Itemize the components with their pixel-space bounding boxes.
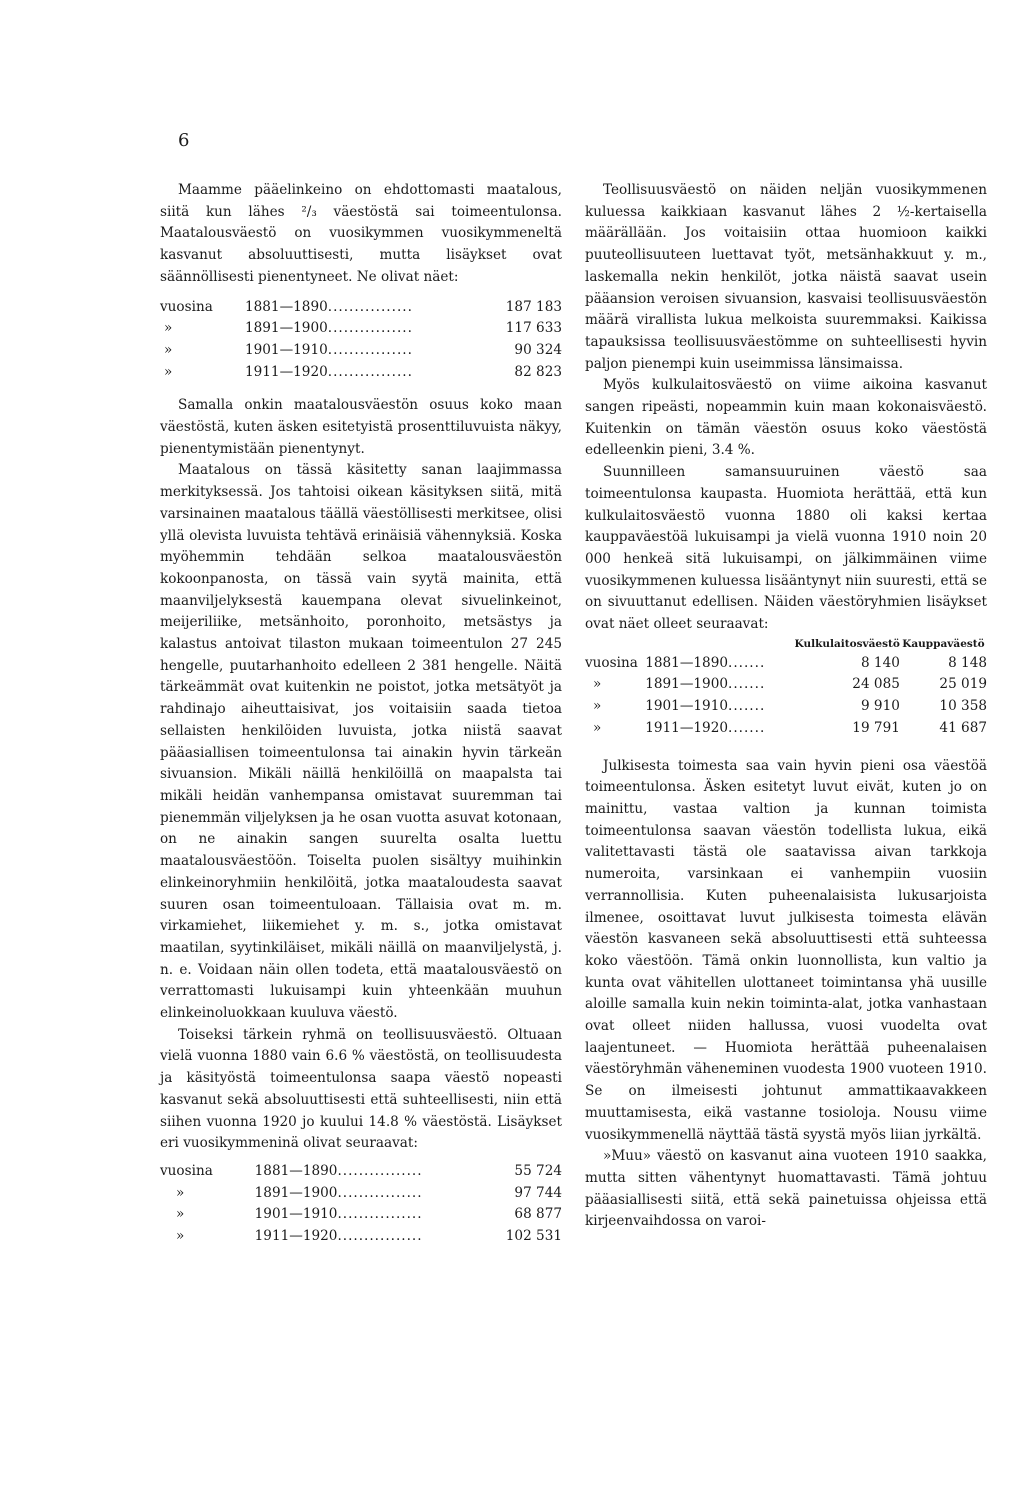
paragraph: »Muu» väestö on kasvanut aina vuoteen 1910 saakka, mutta sitten vähentynyt huomattavasti. Tämä johtuu pääasiallisesti siitä, että sekä painetuissa ohjeissa että kirjeenvaihdossa on varoi- [585, 1148, 987, 1230]
table-row [585, 696, 987, 718]
table-row [585, 653, 987, 675]
page-number: 6 [178, 130, 190, 151]
column-header: Kulkulaitosväestö [794, 637, 900, 650]
paragraph: Maatalous on tässä käsitetty sanan laajimmassa merkityksessä. Jos tahtoisi oikean käsityksen siitä, mitä varsinainen maatalous täällä väestöllisesti merkitsee, olisi yllä olevista luvuista tehtävä erinäisiä vähennyksiä. Koska myöhemmin tehdään selkoa maatalousväestön kokoonpanosta, on tässä vain syytä mainita, että maanviljelyksestä kauempana olevat sivuelinkeinot, meijeriliike, metsänhoito, poronhoito, metsästys ja kalastus antoivat tilaston mukaan toimeentulon 27 245 hengelle, puutarhanhoito edelleen 2 381 hengelle. Näitä tärkeämmät ovat kuitenkin ne poistot, jotka metsätyöt ja rahdinajo aiheuttaisivat, jos voitaisiin saada tietoa sellaisten henkilöiden luvuista, jotka niistä saavat pääasiallisen toimeentulonsa tai ainakin hyvin tärkeän sivuansion. Mikäli näillä henkilöillä on maapalsta tai mikäli heidän vanhempansa omistavat suuremman tai pienemmän viljelyksen ja he osan vuotta asuvat kotonaan, on ne ainakin sangen suurelta osalta luettu maatalousväestöön. Toiselta puolen sisältyy muihinkin elinkeinoryhmiin henkilöitä, jotka maataloudesta saavat suuren osan toimeentuloaan. Tällaisia ovat m. m. virkamiehet, liikemiehet y. m. s., jotka omistavat maatilan, syytinkiläiset, mikäli näillä on maanviljelystä, j. n. e. Voidaan näin ollen todeta, että maatalousväestö on verrattomasti lukuisampi kuin yhteenkään muuhun elinkeinoluokkaan kuuluva väestö. [160, 462, 562, 1022]
row-range: 1901—1910....... [645, 698, 766, 715]
agricultural-growth-table [160, 297, 562, 384]
table-row [160, 318, 562, 340]
table-row [160, 362, 562, 384]
transport-trade-table [585, 638, 987, 740]
row-range: 1881—1890....... [645, 654, 766, 671]
row-range: 1891—1900................ [254, 1184, 423, 1201]
row-value: 187 183 [505, 298, 562, 315]
row-range: 1911—1920................ [254, 1228, 423, 1245]
row-value: 25 019 [939, 676, 987, 693]
row-value: 9 910 [860, 698, 900, 715]
row-value: 117 633 [505, 320, 562, 337]
row-value: 82 823 [514, 363, 562, 380]
row-value: 8 140 [860, 654, 900, 671]
paragraph: Julkisesta toimesta saa vain hyvin pieni osa väestöä toimeentulonsa. Äsken esitetyt luvut eivät, kuten jo on mainittu, vastaa valtion ja kunnan toimista toimeentulonsa saavan väestön todellista lukua, eikä valitettavasti tästä ole saatavissa aivan tarkkoja numeroita, varsinkaan ei vanhempiin vuosiin verrannollisia. Kuten puheenalaisista lukusarjoista ilmenee, osoittavat luvut julkisesta toimesta elävän väestön kasvaneen sekä absoluuttisesti että suhteessa koko väestöön. Tämä onkin luonnollista, kun valtio ja kunta ovat vähitellen ulottaneet toimintansa yhä uusille aloille samalla kuin nekin toiminta-alat, jotka vanhastaan ovat olleet niiden hallussa, vuosi vuodelta ovat laajentuneet. — Huomiota herättää puheenalaisen väestöryhmän väheneminen vuodesta 1900 vuoteen 1910. Se on ilmeisesti johtunut ammattikaavakkeen muuttamisesta, eikä vastanne tosioloja. Nousu viime vuosikymmenellä näyttää tästä syystä myös liian jyrkältä. [585, 757, 987, 1143]
row-value: 8 148 [948, 654, 987, 671]
row-label: vuosina [160, 1162, 213, 1179]
paragraph: Teollisuusväestö on näiden neljän vuosikymmenen kuluessa kaikkiaan kasvanut lähes 2 ½-kertaisella määrällään. Jos voitaisiin ottaa huomioon kaikki puuteollisuuteen luettavat työt, metsänhakkuut y. m., laskemalla nekin henkilöt, jotka näistä saavat usein pääansion veroisen sivuansion, kasvaisi teollisuusväestön määrä virallista lukua melkoista suuremmaksi. Kaikissa tapauksissa teollisuusväestömme on suhteellisesti hyvin paljon pienempi kuin useimmissa länsimaissa. [585, 182, 987, 372]
table-row [160, 1161, 562, 1183]
row-range: 1881—1890................ [254, 1162, 423, 1179]
left-column [160, 180, 562, 1254]
row-range: 1911—1920................ [244, 363, 413, 380]
row-range: 1891—1900................ [244, 320, 413, 337]
paragraph: Maamme pääelinkeino on ehdottomasti maatalous, siitä kun lähes ²/₃ väestöstä sai toimeentulonsa. Maatalousväestö on vuosikymmen vuosikymmeneltä kasvanut absoluuttisesti, mutta lisäykset ovat säännöllisesti pienentyneet. Ne olivat näet: [160, 182, 562, 285]
paragraph: Toiseksi tärkein ryhmä on teollisuusväestö. Oltuaan vielä vuonna 1880 vain 6.6 % väestöstä, on teollisuudesta ja käsityöstä toimeentulonsa saapa väestö nopeasti kasvanut sekä absoluuttisesti että suhteellisesti, niin että siihen vuonna 1920 jo kuului 14.8 % väestöstä. Lisäykset eri vuosikymmeninä olivat seuraavat: [160, 1026, 562, 1152]
row-value: 68 877 [514, 1206, 562, 1223]
table-row [160, 340, 562, 362]
row-label: » [593, 676, 602, 693]
row-label: » [593, 698, 602, 715]
table-row [585, 674, 987, 696]
row-value: 102 531 [505, 1228, 562, 1245]
row-range: 1911—1920....... [645, 719, 766, 736]
row-range: 1891—1900....... [645, 676, 766, 693]
row-label: » [176, 1206, 185, 1223]
paragraph: Suunnilleen samansuuruinen väestö saa toimeentulonsa kaupasta. Huomiota herättää, että kun kulkulaitosväestö vuonna 1880 oli kaksi kertaa kauppaväestöä lukuisampi ja vielä vuonna 1910 noin 20 000 henkeä sitä lukuisampi, on jälkimmäinen viime vuosikymmenen kuluessa lisääntynyt niin suuresti, että se on sivuuttanut edellisen. Näiden väestöryhmien lisäykset ovat näet olleet seuraavat: [585, 464, 987, 633]
table-header-row [585, 638, 987, 653]
row-range: 1901—1910................ [254, 1206, 423, 1223]
right-column [585, 180, 987, 1233]
row-value: 10 358 [939, 698, 987, 715]
row-range: 1881—1890................ [244, 298, 413, 315]
industrial-growth-table [160, 1161, 562, 1248]
row-value: 19 791 [852, 719, 900, 736]
row-value: 90 324 [514, 341, 562, 358]
row-value: 41 687 [939, 719, 987, 736]
table-row [160, 297, 562, 319]
row-range: 1901—1910................ [244, 341, 413, 358]
row-label: » [176, 1184, 185, 1201]
table-row [585, 718, 987, 740]
row-label: » [164, 320, 173, 337]
table-row [160, 1204, 562, 1226]
row-label: » [593, 719, 602, 736]
paragraph: Myös kulkulaitosväestö on viime aikoina kasvanut sangen ripeästi, nopeammin kuin maan kokonaisväestö. Kuitenkin on tämän väestön osuus koko väestöstä edelleenkin pieni, 3.4 %. [585, 377, 987, 459]
row-label: » [164, 341, 173, 358]
row-label: » [164, 363, 173, 380]
column-header: Kauppaväestö [902, 637, 985, 650]
paragraph: Samalla onkin maatalousväestön osuus koko maan väestöstä, kuten äsken esitetyistä prosenttiluvuista näkyy, pienentymistään pienentynyt. [160, 397, 562, 457]
row-label: vuosina [585, 654, 638, 671]
row-value: 97 744 [514, 1184, 562, 1201]
row-value: 24 085 [852, 676, 900, 693]
row-label: » [176, 1228, 185, 1245]
table-row [160, 1226, 562, 1248]
row-value: 55 724 [514, 1162, 562, 1179]
row-label: vuosina [160, 298, 213, 315]
table-row [160, 1183, 562, 1205]
